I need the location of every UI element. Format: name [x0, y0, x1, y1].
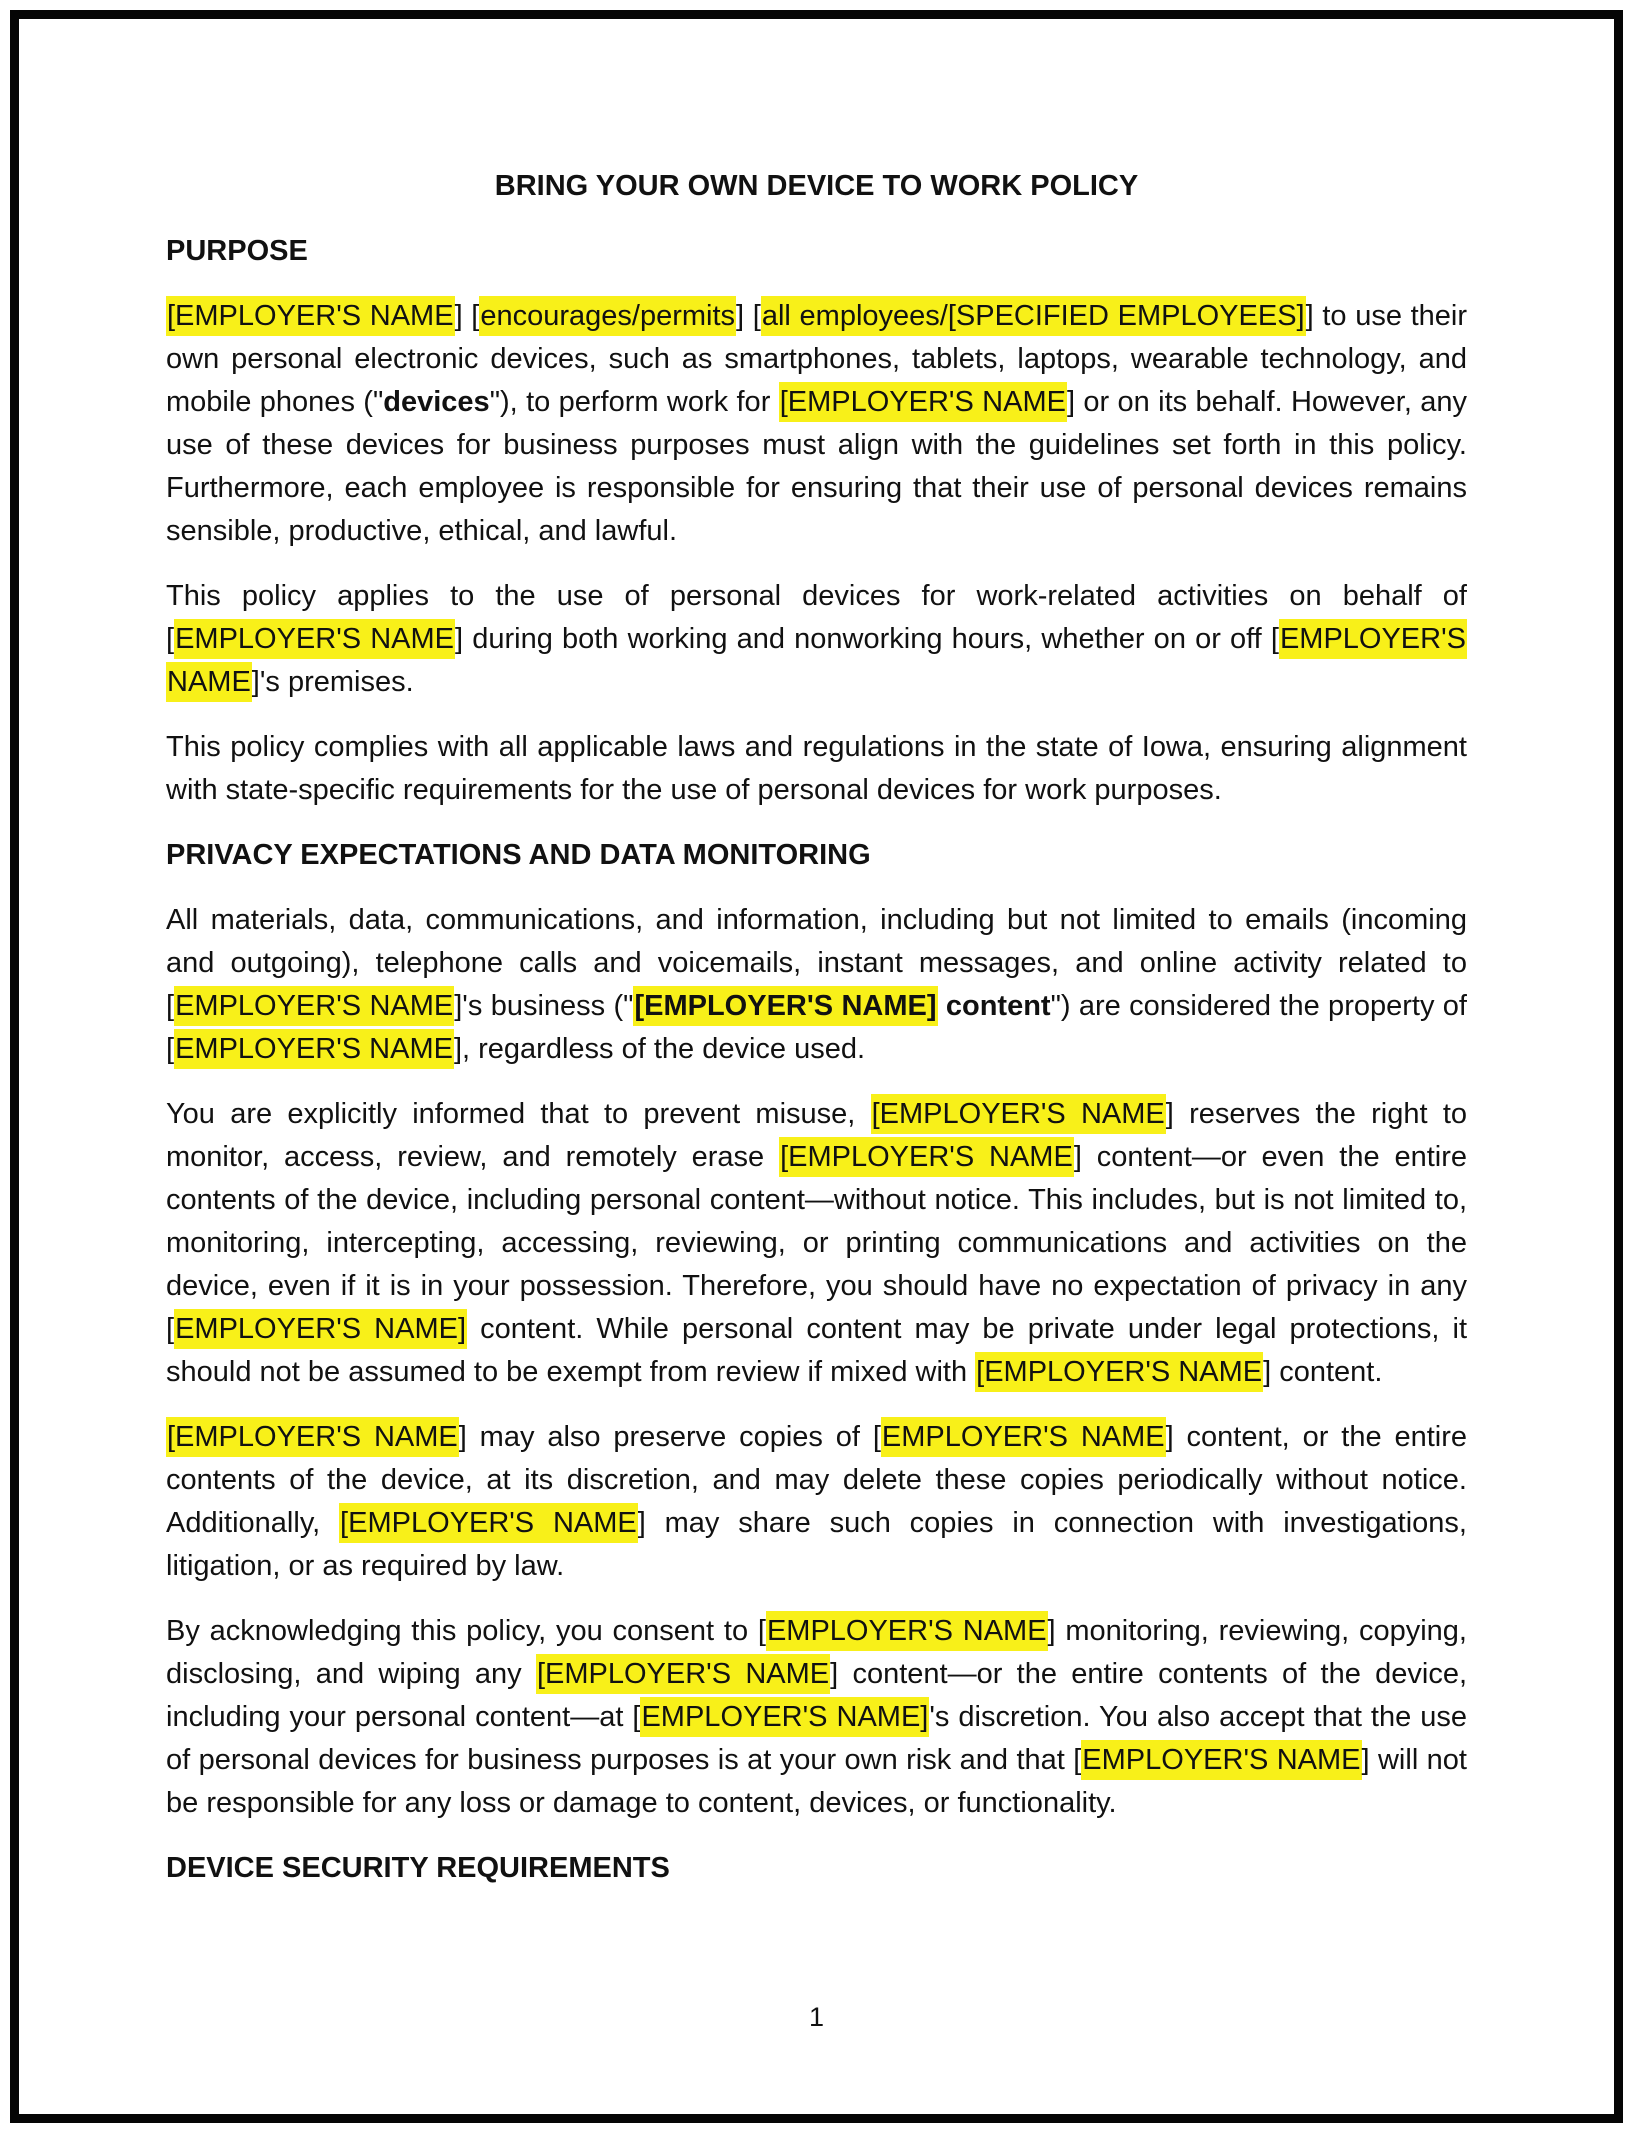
text-run: DEVICE SECURITY REQUIREMENTS	[166, 1852, 670, 1884]
text-run: ]'s premises.	[251, 666, 414, 698]
highlighted-placeholder: EMPLOYER'S NAME	[881, 1417, 1166, 1457]
text-run: PRIVACY EXPECTATIONS AND DATA MONITORING	[166, 839, 871, 871]
text-run: ], regardless of the device used.	[453, 1033, 866, 1065]
highlighted-placeholder: [EMPLOYER'S NAME	[779, 1137, 1074, 1177]
text-run: ] monitoring, reviewing, copying, disclosing, and wiping any	[166, 1615, 1467, 1690]
text-run: content. While personal content may be private under legal protections, it should not be assumed to be exempt from review if mixed with	[166, 1313, 1467, 1388]
paragraph	[166, 1610, 1467, 1825]
highlighted-placeholder: [EMPLOYER'S NAME	[166, 1417, 459, 1457]
text-run: By acknowledging this policy, you consent to [	[166, 1615, 766, 1647]
text-run: ] to use their own personal electronic devices, such as smartphones, tablets, laptops, wearable technology, and mobile phones ("	[166, 300, 1468, 418]
text-run: content	[937, 990, 1051, 1022]
highlighted-placeholder: [EMPLOYER'S NAME	[339, 1503, 638, 1543]
text-run: PURPOSE	[166, 235, 308, 267]
text-run: ] or on its behalf. However, any use of these devices for business purposes must align with the guidelines set forth in this policy. Furthermore, each employee is responsible for ensuring that their use of personal devices remains sensible, productive, ethical, and lawful.	[166, 386, 1467, 547]
paragraph	[166, 726, 1467, 812]
text-run: ] content, or the entire contents of the device, at its discretion, and may delete these copies periodically without notice. Additionally,	[166, 1421, 1467, 1539]
page-border	[10, 10, 1623, 2123]
paragraph	[166, 899, 1467, 1071]
highlighted-placeholder: encourages/permits	[479, 296, 736, 336]
highlighted-placeholder: EMPLOYER'S NAME	[766, 1611, 1048, 1651]
highlighted-placeholder: EMPLOYER'S NAME	[166, 619, 1467, 702]
highlighted-placeholder: [EMPLOYER'S NAME	[871, 1094, 1166, 1134]
text-run: ] may share such copies in connection with investigations, litigation, or as required by law.	[166, 1507, 1467, 1582]
text-run: 's discretion. You also accept that the use of personal devices for business purposes is at your own risk and that [	[166, 1701, 1467, 1776]
highlighted-placeholder: [EMPLOYER'S NAME]	[633, 986, 937, 1026]
text-run: This policy complies with all applicable laws and regulations in the state of Iowa, ensuring alignment with state-specific requirements for the use of personal devices for work purposes.	[166, 731, 1467, 806]
text-run: ") are considered the property of [	[166, 990, 1467, 1065]
text-run: ] content—or even the entire contents of the device, including personal content—without notice. This includes, but is not limited to, monitoring, intercepting, accessing, reviewing, or printing communications and activities on the device, even if it is in your possession. Therefore, you should have no expectation of privacy in any [	[166, 1141, 1467, 1345]
highlighted-placeholder: EMPLOYER'S NAME]	[174, 1309, 467, 1349]
text-run: All materials, data, communications, and information, including but not limited to emails (incoming and outgoing), telephone calls and voicemails, instant messages, and online activity related to [	[166, 904, 1467, 1022]
text-run: "), to perform work for	[489, 386, 779, 418]
text-run: ] will not be responsible for any loss or damage to content, devices, or functionality.	[166, 1744, 1467, 1819]
document-content	[19, 19, 1614, 1890]
highlighted-placeholder: EMPLOYER'S NAME	[174, 619, 455, 659]
paragraph	[166, 295, 1467, 553]
section-heading	[166, 1847, 1467, 1890]
highlighted-placeholder: EMPLOYER'S NAME]	[640, 1697, 929, 1737]
text-run: ]'s business ("	[454, 990, 634, 1022]
section-heading	[166, 230, 1467, 273]
text-run: ] content.	[1263, 1356, 1383, 1388]
highlighted-placeholder: EMPLOYER'S NAME	[1081, 1740, 1361, 1780]
section-heading	[166, 834, 1467, 877]
text-run: ] may also preserve copies of [	[458, 1421, 881, 1453]
text-run: devices	[383, 386, 490, 418]
page-number: 1	[808, 2002, 825, 2032]
highlighted-placeholder: all employees/[SPECIFIED EMPLOYEES]	[761, 296, 1306, 336]
highlighted-placeholder: EMPLOYER'S NAME	[174, 1029, 454, 1069]
text-run: This policy applies to the use of personal devices for work-related activities on behalf of [	[166, 580, 1467, 655]
text-run: ] [	[454, 300, 480, 332]
text-run: ] [	[736, 300, 761, 332]
text-run: ] reserves the right to monitor, access, review, and remotely erase	[166, 1098, 1468, 1173]
document-body	[166, 230, 1467, 1890]
highlighted-placeholder: [EMPLOYER'S NAME	[166, 296, 455, 336]
text-run: ] during both working and nonworking hours, whether on or off [	[455, 623, 1279, 655]
paragraph	[166, 575, 1467, 704]
text-run: ] content—or the entire contents of the device, including your personal content—at [	[166, 1658, 1467, 1733]
page-footer	[19, 2001, 1614, 2033]
text-run: You are explicitly informed that to prevent misuse,	[166, 1098, 871, 1130]
paragraph	[166, 1416, 1467, 1588]
highlighted-placeholder: [EMPLOYER'S NAME	[975, 1352, 1263, 1392]
paragraph	[166, 1093, 1467, 1394]
highlighted-placeholder: [EMPLOYER'S NAME	[779, 382, 1067, 422]
highlighted-placeholder: [EMPLOYER'S NAME	[536, 1654, 830, 1694]
highlighted-placeholder: EMPLOYER'S NAME	[174, 986, 454, 1026]
document-title: BRING YOUR OWN DEVICE TO WORK POLICY	[494, 170, 1139, 202]
